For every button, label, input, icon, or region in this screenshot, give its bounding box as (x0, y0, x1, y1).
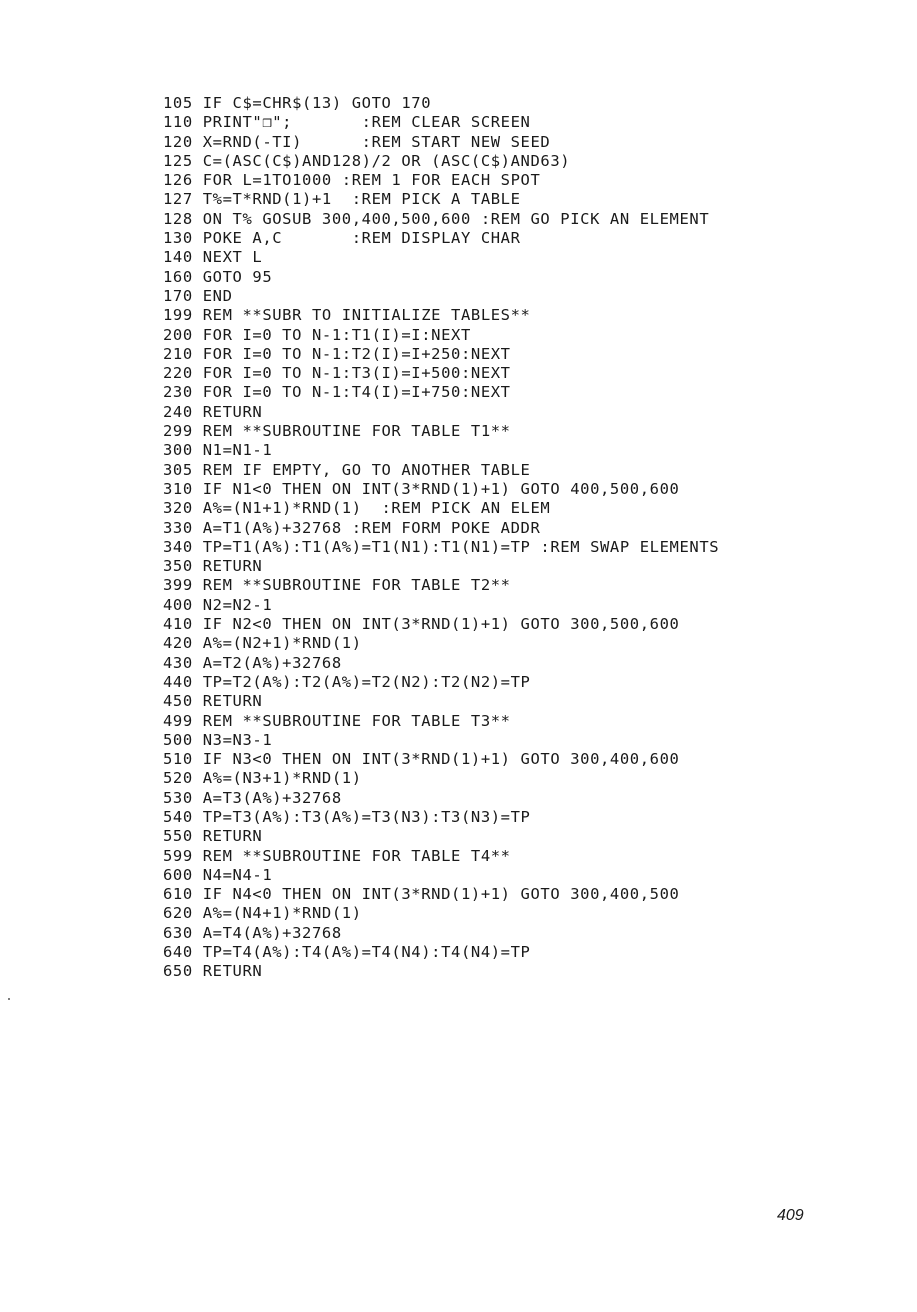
code-line: 200 FOR I=0 TO N-1:T1(I)=I:NEXT (163, 325, 471, 344)
code-line: 230 FOR I=0 TO N-1:T4(I)=I+750:NEXT (163, 383, 511, 402)
code-line: 305 REM IF EMPTY, GO TO ANOTHER TABLE (163, 460, 531, 479)
code-line: 400 N2=N2-1 (163, 595, 273, 614)
code-line: 530 A=T3(A%)+32768 (163, 788, 342, 807)
code-line: 160 GOTO 95 (163, 267, 273, 286)
code-line: 127 T%=T*RND(1)+1 :REM PICK A TABLE (163, 190, 521, 209)
code-line: 125 C=(ASC(C$)AND128)/2 OR (ASC(C$)AND63) (163, 151, 571, 170)
code-line: 630 A=T4(A%)+32768 (163, 923, 342, 942)
code-line: 128 ON T% GOSUB 300,400,500,600 :REM GO PICK AN ELEMENT (163, 209, 710, 228)
code-line: 240 RETURN (163, 402, 263, 421)
code-line: 410 IF N2<0 THEN ON INT(3*RND(1)+1) GOTO 300,500,600 (163, 615, 680, 634)
scan-speck (8, 998, 10, 1000)
page-number: 409 (777, 1207, 804, 1224)
code-line: 140 NEXT L (163, 248, 263, 267)
code-line: 500 N3=N3-1 (163, 730, 273, 749)
code-line: 640 TP=T4(A%):T4(A%)=T4(N4):T4(N4)=TP (163, 943, 531, 962)
code-line: 599 REM **SUBROUTINE FOR TABLE T4** (163, 846, 511, 865)
code-line: 126 FOR L=1TO1000 :REM 1 FOR EACH SPOT (163, 171, 541, 190)
code-line: 499 REM **SUBROUTINE FOR TABLE T3** (163, 711, 511, 730)
code-line: 520 A%=(N3+1)*RND(1) (163, 769, 362, 788)
code-line: 210 FOR I=0 TO N-1:T2(I)=I+250:NEXT (163, 344, 511, 363)
code-line: 540 TP=T3(A%):T3(A%)=T3(N3):T3(N3)=TP (163, 807, 531, 826)
code-line: 220 FOR I=0 TO N-1:T3(I)=I+500:NEXT (163, 364, 511, 383)
code-line: 550 RETURN (163, 827, 263, 846)
code-line: 299 REM **SUBROUTINE FOR TABLE T1** (163, 422, 511, 441)
code-line: 600 N4=N4-1 (163, 865, 273, 884)
code-line: 105 IF C$=CHR$(13) GOTO 170 (163, 94, 432, 112)
code-line: 430 A=T2(A%)+32768 (163, 653, 342, 672)
code-line: 450 RETURN (163, 692, 263, 711)
code-line: 610 IF N4<0 THEN ON INT(3*RND(1)+1) GOTO 300,400,500 (163, 885, 680, 904)
code-line: 340 TP=T1(A%):T1(A%)=T1(N1):T1(N1)=TP :REM SWAP ELEMENTS (163, 537, 720, 556)
code-line: 120 X=RND(-TI) :REM START NEW SEED (163, 132, 551, 151)
code-line: 110 PRINT"❒"; :REM CLEAR SCREEN (163, 113, 531, 132)
code-line: 300 N1=N1-1 (163, 441, 273, 460)
code-line: 440 TP=T2(A%):T2(A%)=T2(N2):T2(N2)=TP (163, 672, 531, 691)
code-line: 199 REM **SUBR TO INITIALIZE TABLES** (163, 306, 531, 325)
code-line: 399 REM **SUBROUTINE FOR TABLE T2** (163, 576, 511, 595)
code-line: 130 POKE A,C :REM DISPLAY CHAR (163, 229, 521, 248)
code-line: 310 IF N1<0 THEN ON INT(3*RND(1)+1) GOTO 400,500,600 (163, 479, 680, 498)
code-line: 620 A%=(N4+1)*RND(1) (163, 904, 362, 923)
code-line: 330 A=T1(A%)+32768 :REM FORM POKE ADDR (163, 518, 541, 537)
code-line: 170 END (163, 286, 233, 305)
code-line: 650 RETURN (163, 962, 263, 981)
code-line: 420 A%=(N2+1)*RND(1) (163, 634, 362, 653)
code-line: 510 IF N3<0 THEN ON INT(3*RND(1)+1) GOTO 300,400,600 (163, 750, 680, 769)
code-line: 350 RETURN (163, 557, 263, 576)
basic-program-listing (163, 94, 719, 982)
code-line: 320 A%=(N1+1)*RND(1) :REM PICK AN ELEM (163, 499, 551, 518)
